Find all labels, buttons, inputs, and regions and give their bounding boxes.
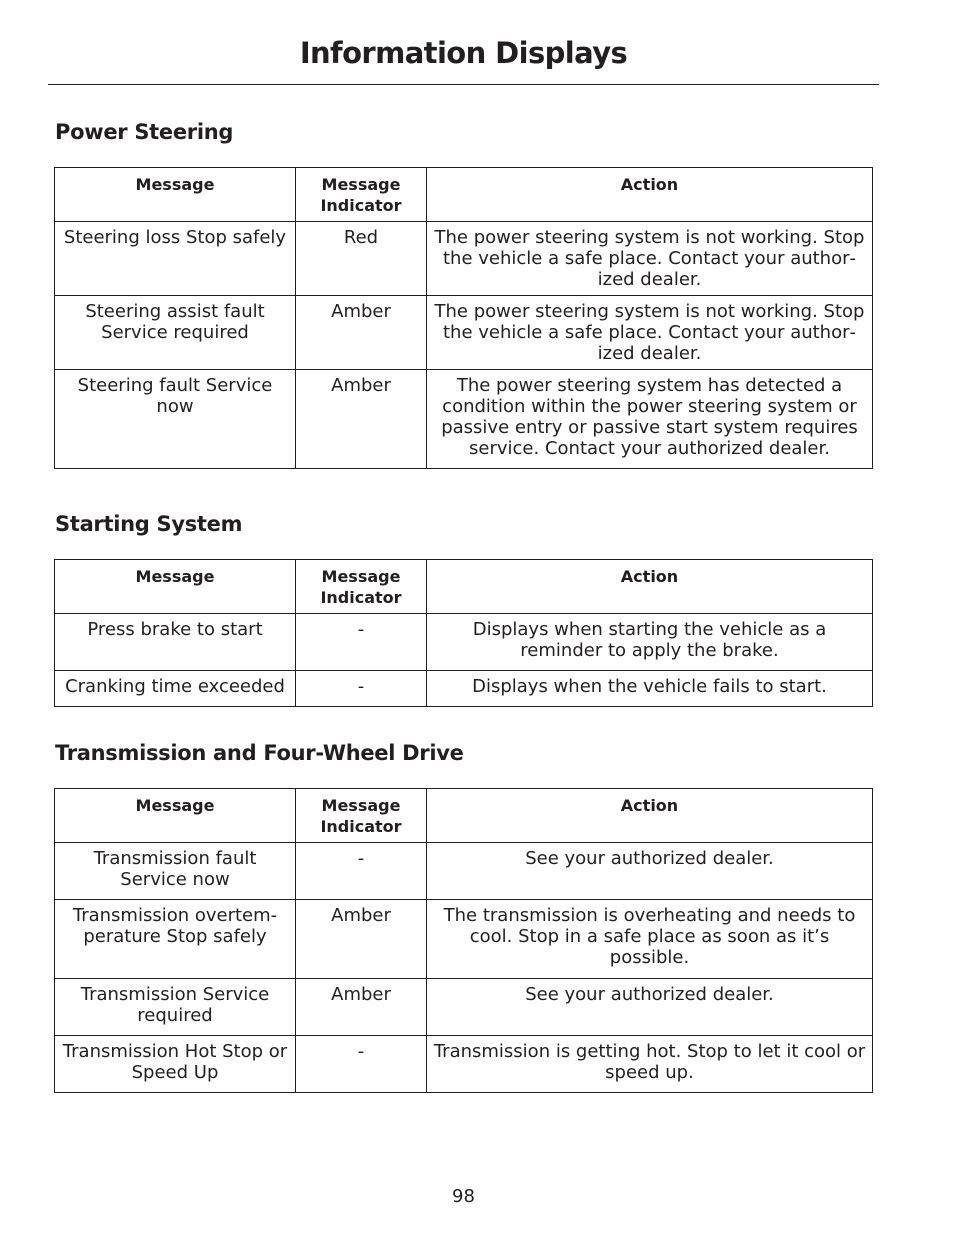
action-cell: See your authorized dealer. — [427, 979, 873, 1036]
column-header-action: Action — [427, 560, 873, 614]
table-row — [55, 296, 873, 370]
section-title-power-steering: Power Steering — [55, 120, 234, 144]
column-header-indicator: Message Indicator — [296, 168, 427, 222]
action-cell: Displays when starting the vehicle as a reminder to apply the brake. — [427, 614, 873, 671]
table-row — [55, 222, 873, 296]
indicator-cell: - — [296, 671, 427, 707]
action-cell: The power steering system is not working. Stop the vehicle a safe place. Contact your authorized dealer. — [427, 222, 873, 296]
column-header-message: Message — [55, 789, 296, 843]
indicator-cell: - — [296, 614, 427, 671]
section-title-transmission: Transmission and Four-Wheel Drive — [55, 741, 464, 765]
column-header-action: Action — [427, 789, 873, 843]
page-number: 98 — [452, 1186, 475, 1207]
action-cell: The power steering system is not working. Stop the vehicle a safe place. Contact your authorized dealer. — [427, 296, 873, 370]
indicator-cell: Amber — [296, 900, 427, 979]
message-cell: Cranking time exceeded — [55, 671, 296, 707]
indicator-cell: Red — [296, 222, 427, 296]
message-cell: Steering assist fault Service required — [55, 296, 296, 370]
action-cell: See your authorized dealer. — [427, 843, 873, 900]
table-row — [55, 671, 873, 707]
power-steering-table — [54, 167, 873, 469]
table-header-row — [55, 168, 873, 222]
column-header-indicator: Message Indicator — [296, 789, 427, 843]
table-row — [55, 900, 873, 979]
transmission-table — [54, 788, 873, 1093]
message-cell: Transmission Service required — [55, 979, 296, 1036]
message-cell: Transmission Hot Stop or Speed Up — [55, 1036, 296, 1093]
action-cell: The transmission is overheating and needs to cool. Stop in a safe place as soon as it’s possible. — [427, 900, 873, 979]
table-header-row — [55, 789, 873, 843]
page-header: Information Displays — [299, 36, 628, 70]
table-header-row — [55, 560, 873, 614]
indicator-cell: - — [296, 843, 427, 900]
action-cell: The power steering system has detected a condition within the power steering system or passive entry or passive start system requires service. Contact your authorized dealer. — [427, 370, 873, 469]
action-cell: Transmission is getting hot. Stop to let it cool or speed up. — [427, 1036, 873, 1093]
table-row — [55, 1036, 873, 1093]
message-cell: Transmission overtemperature Stop safely — [55, 900, 296, 979]
column-header-message: Message — [55, 168, 296, 222]
header-rule — [48, 84, 879, 85]
indicator-cell: Amber — [296, 296, 427, 370]
section-title-starting-system: Starting System — [55, 512, 243, 536]
table-row — [55, 370, 873, 469]
table-row — [55, 843, 873, 900]
column-header-message: Message — [55, 560, 296, 614]
message-cell: Transmission fault Service now — [55, 843, 296, 900]
column-header-indicator: Message Indicator — [296, 560, 427, 614]
message-cell: Press brake to start — [55, 614, 296, 671]
table-row — [55, 614, 873, 671]
table-row — [55, 979, 873, 1036]
column-header-action: Action — [427, 168, 873, 222]
indicator-cell: Amber — [296, 370, 427, 469]
message-cell: Steering loss Stop safely — [55, 222, 296, 296]
starting-system-table — [54, 559, 873, 707]
action-cell: Displays when the vehicle fails to start. — [427, 671, 873, 707]
message-cell: Steering fault Service now — [55, 370, 296, 469]
indicator-cell: Amber — [296, 979, 427, 1036]
indicator-cell: - — [296, 1036, 427, 1093]
